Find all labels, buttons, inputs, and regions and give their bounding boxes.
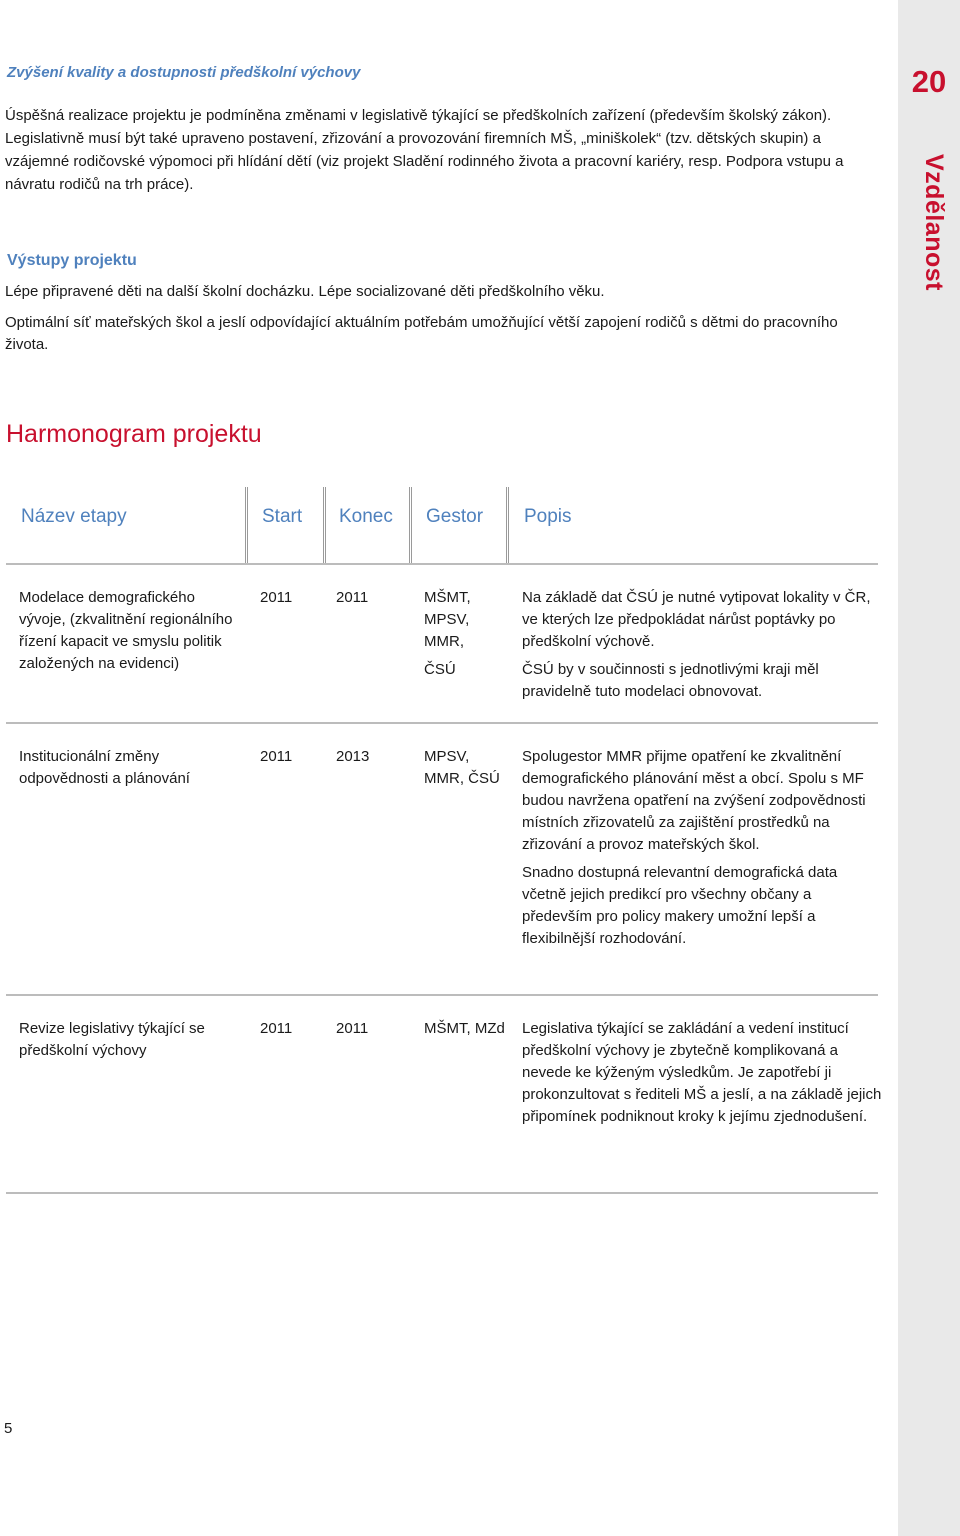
- header-start: Start: [262, 506, 303, 527]
- header-gestor: Gestor: [426, 506, 484, 527]
- outputs-paragraph-1: Lépe připravené děti na další školní docházku. Lépe socializované děti předškolního věku.: [5, 283, 605, 300]
- right-sidebar: [898, 0, 960, 1536]
- row-gestor: [424, 587, 508, 681]
- header-name: Název etapy: [21, 506, 127, 527]
- outputs-body: [5, 281, 863, 365]
- header-separator: [506, 487, 509, 563]
- table-row: [6, 565, 886, 722]
- row-name: Modelace demografického vývoje, (zkvalitnění regionálního řízení kapacit ve smyslu politik založených na evidenci): [19, 589, 233, 672]
- row-desc: [522, 587, 882, 709]
- header-separator: [409, 487, 412, 563]
- row-end: 2011: [336, 589, 369, 606]
- row-desc-paragraph: Na základě dat ČSÚ je nutné vytipovat lokality v ČR, ve kterých lze předpokládat nárůst poptávky po předškolní výchově.: [522, 589, 871, 650]
- row-desc-paragraph: ČSÚ by v součinnosti s jednotlivými kraji měl pravidelně tuto modelaci obnovovat.: [522, 661, 819, 700]
- header-desc: Popis: [524, 506, 572, 527]
- section-vertical-label: Vzdělanost: [920, 154, 948, 291]
- row-start: 2011: [260, 1020, 293, 1037]
- row-start: 2011: [260, 748, 293, 765]
- outputs-paragraph-2: Optimální síť mateřských škol a jeslí odpovídající aktuálním potřebám umožňující větší zapojení rodičů s dětmi do pracovního života.: [5, 314, 838, 353]
- row-name: Revize legislativy týkající se předškolní výchovy: [19, 1020, 205, 1059]
- row-gestor-line: MŠMT, MZd: [424, 1020, 505, 1037]
- row-end: 2011: [336, 1020, 369, 1037]
- table-row: [6, 996, 886, 1192]
- row-start: 2011: [260, 589, 293, 606]
- row-divider: [6, 1192, 878, 1194]
- table-header: [6, 487, 886, 563]
- row-name: Institucionální změny odpovědnosti a plánování: [19, 748, 190, 787]
- row-gestor-line: MPSV, MMR, ČSÚ: [424, 748, 500, 787]
- intro-paragraph: Úspěšná realizace projektu je podmíněna změnami v legislativě týkající se předškolních zařízení (především školský zákon). Legislativně musí být také upraveno postavení, zřizování a provozování firemních MŠ, „miniškolek“ (tzv. dětských skupin) a vzájemné rodičovské výpomoci při hlídání dětí (viz projekt Sladění rodinného života a pracovní kariéry, resp. Podpora vstupu a návratu rodičů na trh práce).: [5, 107, 844, 193]
- row-end: 2013: [336, 748, 370, 765]
- row-desc: [522, 746, 882, 956]
- running-title: Zvýšení kvality a dostupnosti předškolní výchovy: [7, 64, 361, 81]
- row-desc: [522, 1018, 882, 1134]
- header-end: Konec: [339, 506, 393, 527]
- page-number: 5: [4, 1420, 13, 1437]
- outputs-title: Výstupy projektu: [7, 252, 137, 269]
- header-separator: [323, 487, 326, 563]
- row-desc-paragraph: Snadno dostupná relevantní demografická data včetně jejich predikcí pro všechny občany a především pro policy makery umožní lepší a flexibilnější rozhodování.: [522, 864, 838, 947]
- row-gestor: [424, 1018, 508, 1040]
- row-gestor: [424, 746, 508, 790]
- row-gestor-line: ČSÚ: [424, 661, 456, 678]
- table-row: [6, 724, 886, 994]
- row-desc-paragraph: Spolugestor MMR přijme opatření ke zkvalitnění demografického plánování měst a obcí. Spolu s MF budou navržena opatření na zvýšení zodpovědnosti místních zřizovatelů za zajištění prostředků na zřizování a provoz mateřských škol.: [522, 748, 866, 853]
- row-desc-paragraph: Legislativa týkající se zakládání a vedení institucí předškolní výchovy je zbytečně komplikovaná a nevede ke kýženým výsledkům. Je zapotřebí ji prokonzultovat s řediteli MŠ a jeslí, a na základě jejich připomínek podniknout kroky k jejímu zjednodušení.: [522, 1020, 882, 1125]
- header-separator: [245, 487, 248, 563]
- harmonogram-table: [6, 487, 886, 1194]
- row-gestor-line: MŠMT, MPSV, MMR,: [424, 589, 471, 650]
- page-badge: 20: [911, 64, 947, 99]
- harmonogram-title: Harmonogram projektu: [6, 420, 262, 448]
